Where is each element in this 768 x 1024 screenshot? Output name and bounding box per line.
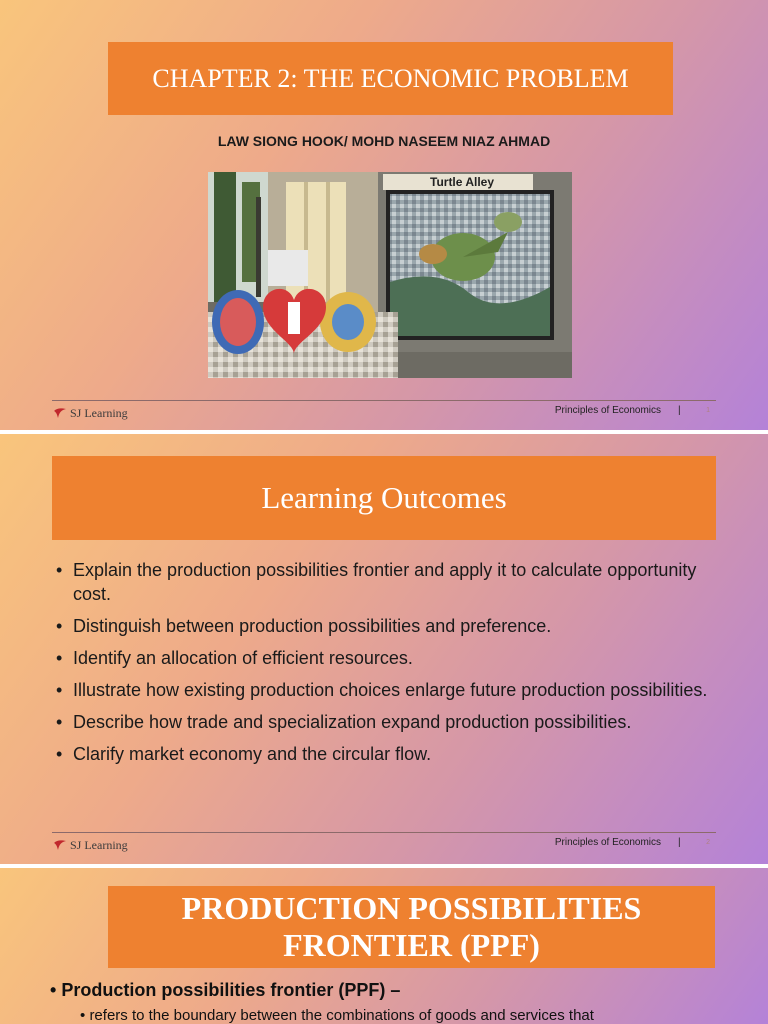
swoosh-icon: [53, 839, 67, 851]
learning-outcomes-list: [56, 558, 726, 774]
logo-text: SJ Learning: [70, 405, 128, 420]
slide-title: Learning Outcomes: [52, 456, 716, 540]
mosaic-illustration: [208, 172, 572, 378]
slide-2: [0, 434, 768, 864]
course-name: Principles of Economics: [554, 405, 661, 416]
list-item: • Describe how trade and specialization expand production possibilities.: [56, 712, 632, 732]
point-2: • refers to the boundary between the combinations of goods and services that: [80, 1007, 594, 1024]
bullet-icon: •: [56, 744, 63, 764]
bullet-icon: •: [50, 980, 57, 1000]
swoosh-icon: [53, 407, 67, 419]
list-item: • Identify an allocation of efficient resources.: [56, 648, 413, 668]
page-number: 1: [706, 407, 710, 414]
footer-divider: [52, 400, 716, 401]
sj-learning-logo: [53, 404, 128, 422]
course-name: Principles of Economics: [554, 837, 661, 848]
authors: LAW SIONG HOOK/ MOHD NASEEM NIAZ AHMAD: [217, 133, 551, 149]
list-item: • Explain the production possibilities frontier and apply it to calculate opportunity cost.: [56, 560, 697, 604]
slide-1: [0, 0, 768, 430]
slide-3: [0, 868, 768, 1024]
bullet-icon: •: [56, 616, 63, 636]
sj-learning-logo: [53, 836, 128, 854]
logo-text: SJ Learning: [70, 837, 128, 852]
bullet-icon: •: [56, 712, 63, 732]
slide-title: PRODUCTION POSSIBILITIES FRONTIER (PPF): [108, 886, 715, 968]
heart-letter: I: [289, 304, 301, 337]
turtle-alley-photo: [208, 172, 572, 378]
bullet-icon: •: [56, 648, 63, 668]
sign-text: Turtle Alley: [430, 175, 495, 189]
bullet-icon: •: [56, 560, 63, 580]
slide-footer: SJ Learning Principles of Economics | 1: [0, 400, 768, 430]
slide-footer: SJ Learning Principles of Economics | 2: [0, 832, 768, 862]
list-item: • Distinguish between production possibilities and preference.: [56, 616, 552, 636]
slide-title: CHAPTER 2: THE ECONOMIC PROBLEM: [108, 42, 673, 115]
footer-divider: [52, 832, 716, 833]
page-number: 2: [706, 839, 710, 846]
bullet-icon: •: [80, 1007, 86, 1024]
list-item: • Illustrate how existing production choices enlarge future production possibilities.: [56, 680, 708, 700]
point-1: • Production possibilities frontier (PPF) –: [50, 980, 401, 1000]
bullet-icon: •: [56, 680, 63, 700]
list-item: • Clarify market economy and the circular flow.: [56, 744, 432, 764]
